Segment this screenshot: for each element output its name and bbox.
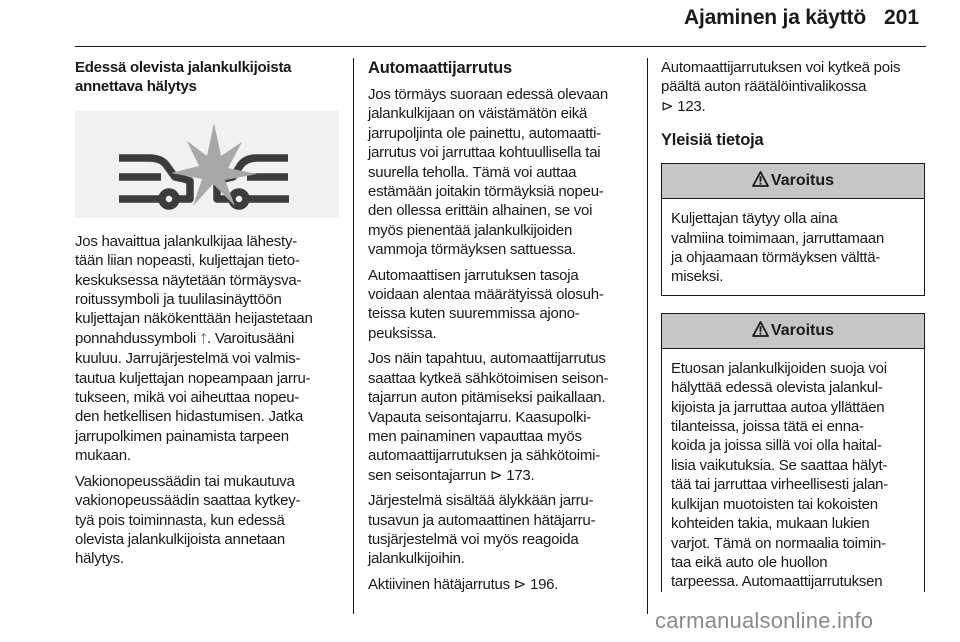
text-line: valmiina toimimaan, jarruttamaan [671, 229, 884, 247]
warning-title: Varoitus [770, 321, 835, 339]
text-line: men painaminen vapauttaa myös [368, 427, 582, 445]
text-line: kulkijan muotoisten tai kokoisten [671, 495, 878, 513]
text-line: tyä pois toiminnasta, kun edessä [75, 511, 285, 529]
paragraph-smart-braking [368, 491, 634, 569]
header-divider [75, 46, 926, 47]
text-line: Järjestelmä sisältää älykkään jarru- [368, 492, 594, 510]
text-line: tautua kuljettajan nopeampaan jarru- [75, 369, 311, 387]
text-line: ponnahdussymboli ᛏ. Varoitusääni [75, 329, 295, 347]
text-line: tusjärjestelmä voi myös reagoida [368, 530, 579, 548]
text-line: estämään joitakin törmäyksiä nopeu- [368, 183, 604, 201]
text-line: tusavun ja automaattinen hätäjarru- [368, 511, 596, 529]
text-line: myös pienentää jalankulkijoiden [368, 221, 573, 239]
text-line [368, 575, 634, 594]
text-fragment: Varoitusääni [214, 329, 295, 347]
text-line: vammoja törmäyksen sattuessa. [368, 241, 576, 259]
section-heading-pedestrian-alert [75, 58, 343, 97]
text-fragment: sen seisontajarrun [368, 466, 487, 484]
text-line [368, 466, 634, 485]
text-line: kuuluu. Jarrujärjestelmä voi valmis- [75, 350, 301, 368]
text-line: Vakionopeussäädin tai mukautuva [75, 472, 295, 490]
pedestrian-collision-warning-figure [75, 111, 339, 218]
middle-column [368, 58, 634, 594]
text-line: jalankulkijaan on väistämätön eikä [368, 105, 588, 123]
heading-line: Edessä olevista jalankulkijoista [75, 59, 292, 76]
column-divider-1 [353, 58, 354, 614]
warning-body [662, 349, 924, 592]
text-line: Etuosan jalankulkijoiden suoja voi [671, 359, 887, 377]
left-column [75, 58, 343, 569]
text-line: hälytys. [75, 550, 124, 568]
warning-body [662, 199, 924, 295]
text-line: Jos törmäys suoraan edessä olevaan [368, 86, 608, 103]
text-line: Jos havaittua jalankulkijaa lähesty- [75, 232, 297, 250]
warning-box [661, 313, 925, 592]
paragraph-braking-intro [368, 85, 634, 260]
text-line: jarrutus voi jarruttaa kohtuullisella tai [368, 144, 601, 162]
text-line: mukaan. [75, 447, 131, 465]
text-line: tilanteissa, joissa tätä ei enna- [671, 418, 864, 436]
text-line: tukseen, mikä voi aiheuttaa nopeu- [75, 389, 300, 407]
text-line: peuksissa. [368, 324, 437, 342]
warning-header [662, 164, 924, 199]
text-line: ja ohjaamaan törmäyksen välttä- [671, 249, 881, 267]
text-line: Kuljettajan täytyy olla aina [671, 210, 838, 228]
text-line: Automaattisen jarrutuksen tasoja [368, 266, 579, 284]
text-line: taa eikä auto ole huollon [671, 553, 828, 571]
paragraph-parking-brake [368, 349, 634, 485]
text-line: jalankulkijoihin. [368, 550, 465, 568]
paragraph-active-emergency-braking [368, 575, 634, 594]
paragraph-cruise-control [75, 472, 343, 569]
text-line: koida ja joissa sillä voi olla haital- [671, 437, 882, 455]
page-reference-arrow-icon: ⊳ [490, 466, 503, 484]
page-reference-arrow-icon: ⊳ [661, 97, 674, 115]
text-line: suurella teholla. Tämä voi auttaa [368, 163, 577, 181]
chapter-title: Ajaminen ja käyttö [684, 6, 866, 29]
text-line: Vapauta seisontajarru. Kaasupolki- [368, 408, 592, 426]
page-reference-link[interactable]: 173. [506, 466, 535, 484]
text-line: kijoista ja jarruttaa autoa yllättäen [671, 398, 885, 416]
warning-triangle-icon [752, 321, 769, 337]
text-line: Jos näin tapahtuu, automaattijarrutus [368, 350, 606, 368]
text-line: tää tai jarruttaa virheellisesti jalan- [671, 476, 889, 494]
page-reference-link[interactable]: 123. [677, 97, 706, 115]
text-line: päältä auton räätälöintivalikossa [661, 78, 867, 96]
text-fragment: ponnahdussymboli [75, 329, 197, 347]
text-line: den ollessa erittäin alhainen, se voi [368, 202, 593, 220]
text-line: jarrupolkimen painamista tarpeen [75, 427, 289, 445]
text-line: tajarrun auton pitämiseksi paikallaan. [368, 389, 606, 407]
text-line: hälyttää edessä olevista jalankul- [671, 379, 883, 397]
text-line: Automaattijarrutuksen voi kytkeä pois [661, 59, 901, 76]
site-watermark: carmanualsonline.info [655, 608, 874, 633]
text-line: voidaan alentaa määrätyissä olosuh- [368, 286, 604, 304]
section-heading-general-info: Yleisiä tietoja [661, 131, 764, 150]
text-line: automaattijarrutuksen ja sähkötoimi- [368, 447, 600, 465]
warning-title: Varoitus [770, 172, 835, 190]
column-divider-2 [647, 58, 648, 614]
page-number: 201 [884, 6, 920, 29]
paragraph-disable-braking [661, 58, 929, 116]
text-line: varjot. Tämä on normaalia toimin- [671, 534, 886, 552]
pedestrian-symbol-icon: ᛏ [200, 331, 207, 346]
text-line: teissa kuten suuremmissa ajono- [368, 305, 580, 323]
text-line: kohteiden takia, mukaan lukien [671, 515, 870, 533]
text-line [661, 97, 929, 116]
warning-triangle-icon [752, 171, 769, 187]
text-line: vakionopeussäädin saattaa kytkey- [75, 492, 301, 510]
text-line: tään liian nopeasti, kuljettajan tieto- [75, 252, 300, 270]
text-fragment: Aktiivinen hätäjarrutus [368, 575, 510, 593]
text-line: miseksi. [671, 268, 724, 286]
pedestrian-collision-warning-icon [75, 111, 339, 218]
page-reference-arrow-icon: ⊳ [513, 575, 527, 593]
text-line: keskuksessa näytetään törmäysva- [75, 271, 302, 289]
page-reference-link[interactable]: 196. [530, 575, 559, 593]
text-line: roitussymboli ja tuulilasinäyttöön [75, 291, 282, 309]
text-line: den hetkellisen hidastumisen. Jatka [75, 408, 304, 426]
section-heading-automatic-braking: Automaattijarrutus [368, 59, 512, 77]
text-line: olevista jalankulkijoista annetaan [75, 530, 285, 548]
text-line: kuljettajan näkökenttään heijastetaan [75, 310, 313, 328]
text-line: tarpeessa. Automaattijarrutuksen [671, 573, 883, 591]
heading-line: annettava hälytys [75, 78, 197, 96]
text-line: lisia vaikutuksia. Se saattaa hälyt- [671, 456, 888, 474]
paragraph-braking-levels [368, 266, 634, 344]
warning-box [661, 163, 925, 296]
text-line: jarrupoljinta ole painettu, automaatti- [368, 124, 601, 142]
text-line: saattaa kytkeä sähkötoimisen seison- [368, 369, 609, 387]
warning-header [662, 314, 924, 349]
right-column [661, 58, 929, 592]
paragraph-alert-description [75, 232, 343, 466]
